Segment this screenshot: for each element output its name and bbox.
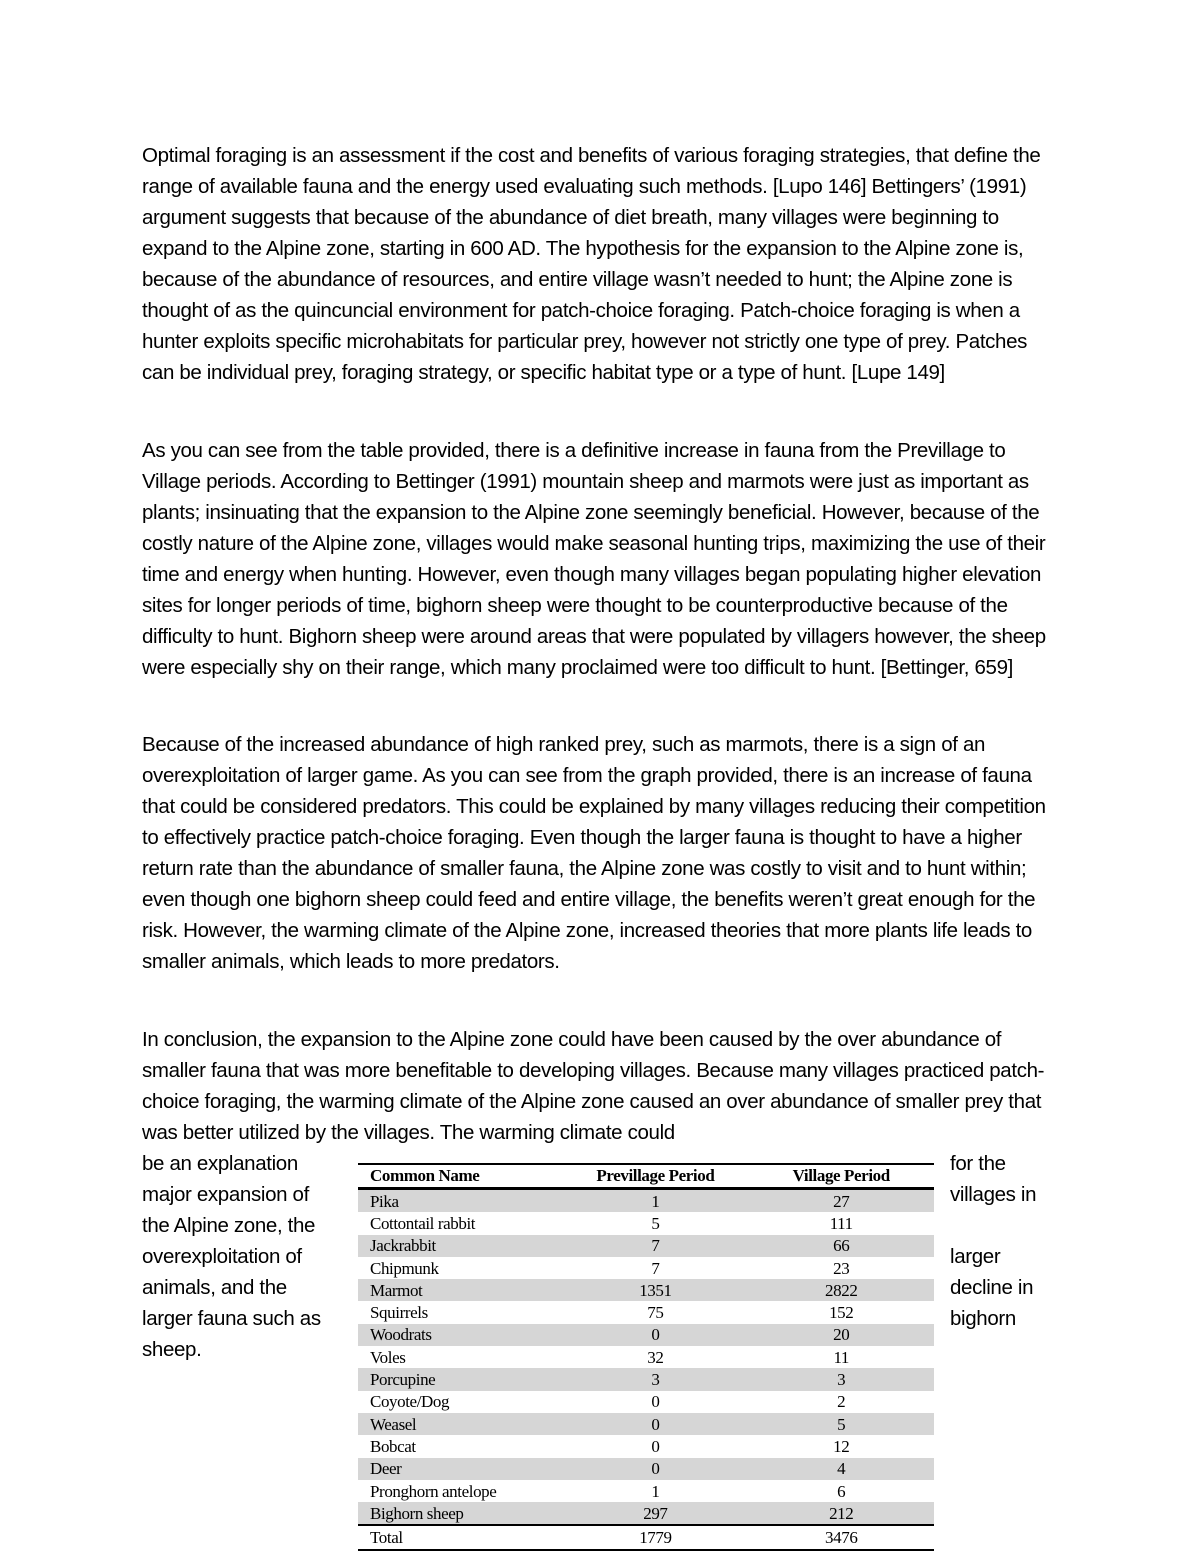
table-row bbox=[358, 1368, 934, 1390]
cell-village: 2 bbox=[837, 1392, 846, 1412]
wrap-right-line: decline in bbox=[950, 1276, 1034, 1299]
cell-common-name: Deer bbox=[358, 1458, 562, 1480]
cell-previllage: 1351 bbox=[562, 1279, 748, 1301]
cell-previllage: 32 bbox=[647, 1347, 664, 1367]
cell-common-name: Bighorn sheep bbox=[358, 1502, 562, 1525]
table-row bbox=[358, 1346, 934, 1368]
cell-previllage: 7 bbox=[651, 1258, 660, 1278]
cell-common-name: Pronghorn antelope bbox=[370, 1481, 497, 1501]
table-total-row bbox=[358, 1525, 934, 1549]
fauna-table bbox=[358, 1163, 934, 1551]
cell-common-name: Pika bbox=[358, 1189, 562, 1213]
wrap-right-line: for the bbox=[950, 1152, 1006, 1175]
table-row bbox=[358, 1413, 934, 1435]
header-previllage-period: Previllage Period bbox=[562, 1164, 748, 1189]
cell-village: 66 bbox=[748, 1235, 934, 1257]
cell-village: 5 bbox=[748, 1413, 934, 1435]
cell-village: 20 bbox=[748, 1324, 934, 1346]
cell-common-name: Coyote/Dog bbox=[370, 1392, 450, 1412]
cell-village: 212 bbox=[748, 1502, 934, 1525]
table-row bbox=[358, 1257, 934, 1279]
cell-previllage: 3 bbox=[562, 1368, 748, 1390]
table-row bbox=[358, 1391, 934, 1413]
cell-village: 6 bbox=[837, 1481, 846, 1501]
cell-common-name: Porcupine bbox=[358, 1368, 562, 1390]
paragraph-optimal-foraging: Optimal foraging is an assessment if the cost and benefits of various foraging strategies, that define the range of available fauna and the energy used evaluating such methods. [Lupo 146] Bettingers’ (1991) argument suggests that because of the abundance of diet breath, many villages were beginning to expand to the Alpine zone, starting in 600 AD. The hypothesis for the expansion to the Alpine zone is, because of the abundance of resources, and entire village wasn’t needed to hunt; the Alpine zone is thought of as the quincuncial environment for patch-choice foraging. Patch-choice foraging is when a hunter exploits specific microhabitats for particular prey, however not strictly one type of prey. Patches can be individual prey, foraging strategy, or specific habitat type or a type of hunt. [Lupe 149] bbox=[142, 144, 1041, 384]
total-previllage: 1779 bbox=[562, 1525, 748, 1549]
cell-village: 27 bbox=[748, 1189, 934, 1213]
table-row bbox=[358, 1435, 934, 1457]
cell-common-name: Bobcat bbox=[370, 1436, 416, 1456]
wrap-left-line: animals, and the bbox=[142, 1276, 287, 1299]
cell-village: 2822 bbox=[748, 1279, 934, 1301]
wrap-left-line: the Alpine zone, the bbox=[142, 1214, 316, 1237]
conclusion-wrap-right bbox=[950, 1148, 1060, 1334]
wrap-left-line: overexploitation of bbox=[142, 1245, 302, 1268]
cell-common-name: Woodrats bbox=[358, 1324, 562, 1346]
header-village-period: Village Period bbox=[748, 1164, 934, 1189]
cell-previllage: 5 bbox=[651, 1213, 660, 1233]
cell-common-name: Chipmunk bbox=[370, 1258, 439, 1278]
paragraph-table-discussion: As you can see from the table provided, there is a definitive increase in fauna from the Previllage to Village periods. According to Bettinger (1991) mountain sheep and marmots were just as important as plants; insinuating that the expansion to the Alpine zone seemingly beneficial. However, because of the costly nature of the Alpine zone, villages would make seasonal hunting trips, maximizing the use of their time and energy when hunting. However, even though many villages began populating higher elevation sites for longer periods of time, bighorn sheep were thought to be counterproductive because of the difficulty to hunt. Bighorn sheep were around areas that were populated by villagers however, the sheep were especially shy on their range, which many proclaimed were too difficult to hunt. [Bettinger, 659] bbox=[142, 439, 1046, 679]
cell-previllage: 1 bbox=[562, 1189, 748, 1213]
cell-village: 11 bbox=[833, 1347, 850, 1367]
table-row bbox=[358, 1279, 934, 1301]
cell-previllage: 0 bbox=[651, 1392, 660, 1412]
cell-village: 152 bbox=[829, 1303, 854, 1323]
cell-previllage: 297 bbox=[562, 1502, 748, 1525]
wrap-right-line: larger bbox=[950, 1245, 1001, 1268]
wrap-left-line: sheep. bbox=[142, 1338, 202, 1361]
cell-common-name: Voles bbox=[370, 1347, 406, 1367]
cell-village: 3 bbox=[748, 1368, 934, 1390]
paragraph-overexploitation: Because of the increased abundance of high ranked prey, such as marmots, there is a sign of an overexploitation of larger game. As you can see from the graph provided, there is an increase of fauna that could be considered predators. This could be explained by many villages reducing their competition to effectively practice patch-choice foraging. Even though the larger fauna is thought to have a higher return rate than the abundance of smaller fauna, the Alpine zone was costly to visit and to hunt within; even though one bighorn sheep could feed and entire village, the benefits weren’t great enough for the risk. However, the warming climate of the Alpine zone, increased theories that more plants life leads to smaller animals, which leads to more predators. bbox=[142, 733, 1046, 973]
cell-previllage: 7 bbox=[562, 1235, 748, 1257]
paragraph-conclusion: In conclusion, the expansion to the Alpine zone could have been caused by the over abundance of smaller fauna that was more benefitable to developing villages. Because many villages practiced patch-choice foraging, the warming climate of the Alpine zone caused an over abundance of smaller prey that was better utilized by the villages. The warming climate could bbox=[142, 1028, 1045, 1144]
cell-common-name: Weasel bbox=[358, 1413, 562, 1435]
table-row bbox=[358, 1502, 934, 1525]
wrap-right-line: villages in bbox=[950, 1183, 1037, 1206]
table-row bbox=[358, 1480, 934, 1502]
wrap-left-line: larger fauna such as bbox=[142, 1307, 321, 1330]
cell-village: 111 bbox=[829, 1213, 853, 1233]
cell-common-name: Jackrabbit bbox=[358, 1235, 562, 1257]
table-row bbox=[358, 1324, 934, 1346]
total-village: 3476 bbox=[748, 1525, 934, 1549]
wrap-left-line: be an explanation bbox=[142, 1152, 298, 1175]
table-row bbox=[358, 1235, 934, 1257]
table-row bbox=[358, 1301, 934, 1323]
cell-previllage: 0 bbox=[562, 1458, 748, 1480]
cell-previllage: 0 bbox=[562, 1413, 748, 1435]
cell-village: 12 bbox=[833, 1436, 850, 1456]
cell-common-name: Marmot bbox=[358, 1279, 562, 1301]
cell-common-name: Squirrels bbox=[370, 1303, 428, 1323]
cell-village: 4 bbox=[748, 1458, 934, 1480]
cell-previllage: 0 bbox=[562, 1324, 748, 1346]
table-row bbox=[358, 1212, 934, 1234]
cell-village: 23 bbox=[833, 1258, 850, 1278]
conclusion-wrap-left bbox=[142, 1148, 342, 1365]
cell-previllage: 1 bbox=[651, 1481, 660, 1501]
table-row bbox=[358, 1458, 934, 1480]
wrap-left-line: major expansion of bbox=[142, 1183, 309, 1206]
cell-previllage: 75 bbox=[647, 1303, 664, 1323]
cell-common-name: Cottontail rabbit bbox=[370, 1213, 476, 1233]
wrap-right-line: bighorn bbox=[950, 1307, 1016, 1330]
header-common-name: Common Name bbox=[358, 1164, 562, 1189]
cell-previllage: 0 bbox=[651, 1436, 660, 1456]
table-row bbox=[358, 1189, 934, 1213]
total-label: Total bbox=[358, 1525, 562, 1549]
table-header-row bbox=[358, 1164, 934, 1189]
